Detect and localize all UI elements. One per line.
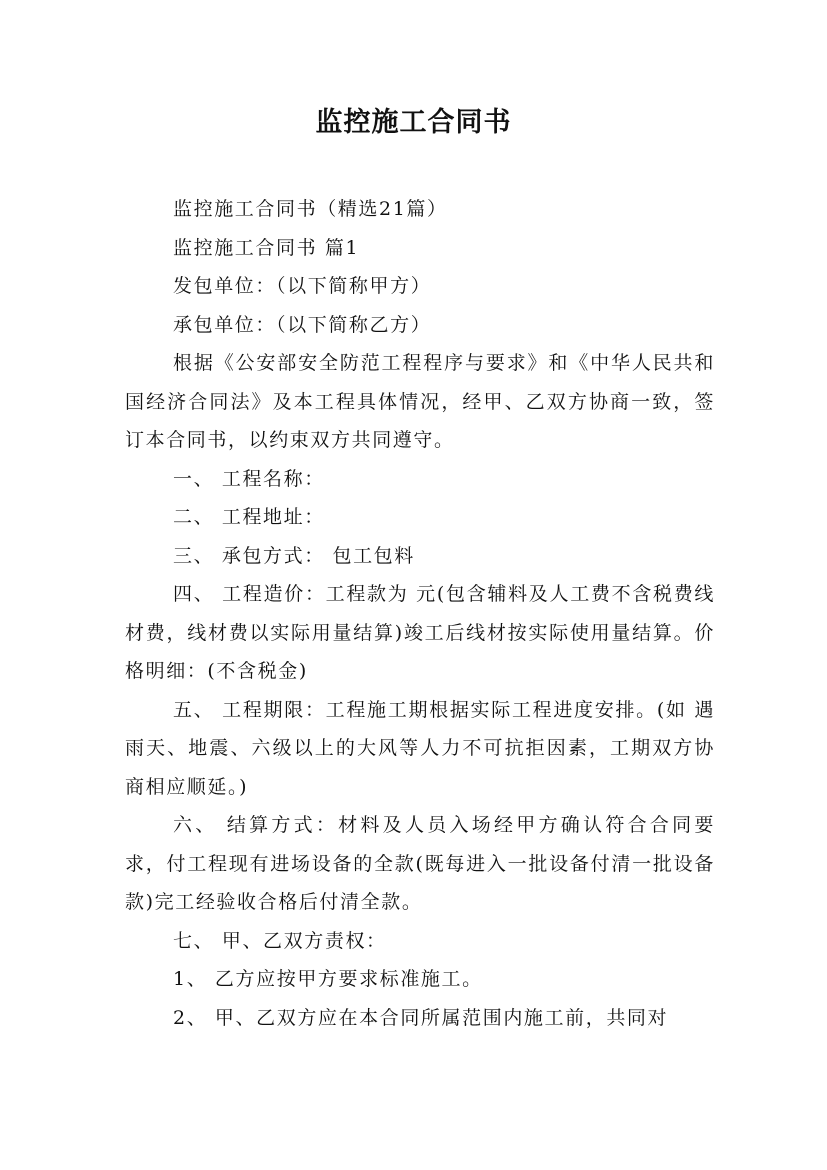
paragraph-item-2: 2、 甲、乙双方应在本合同所属范围内施工前，共同对	[173, 1006, 669, 1029]
document-body	[125, 190, 715, 1037]
paragraph-preamble: 根据《公安部安全防范工程程序与要求》和《中华人民共和国经济合同法》及本工程具体情况，经甲、乙双方协商一致，签订本合同书，以约束双方共同遵守。	[125, 352, 715, 451]
paragraph-clause-3: 三、 承包方式： 包工包料	[173, 544, 415, 567]
paragraph-clause-5: 五、 工程期限：工程施工期根据实际工程进度安排。(如 遇雨天、地震、六级以上的大风等人力不可抗拒因素，工期双方协商相应顺延。)	[125, 698, 715, 798]
paragraph-section-heading: 监控施工合同书 篇1	[173, 236, 360, 259]
paragraph-contractor: 发包单位：（以下简称甲方）	[173, 275, 432, 297]
paragraph-clause-2: 二、 工程地址：	[173, 506, 325, 528]
paragraph-contractee: 承包单位：（以下简称乙方）	[173, 313, 432, 336]
paragraph-item-1: 1、 乙方应按甲方要求标准施工。	[173, 968, 483, 990]
document-title: 监控施工合同书	[315, 107, 512, 138]
paragraph-clause-1: 一、 工程名称：	[173, 467, 325, 490]
paragraph-clause-6: 六、 结算方式：材料及人员入场经甲方确认符合合同要求，付工程现有进场设备的全款(既每进入一批设备付清一批设备款)完工经验收合格后付清全款。	[125, 814, 715, 913]
paragraph-subtitle: 监控施工合同书（精选21篇）	[173, 198, 448, 220]
paragraph-clause-4: 四、 工程造价：工程款为 元(包含辅料及人工费不含税费线材费，线材费以实际用量结算)竣工后线材按实际使用量结算。价格明细：(不含税金)	[125, 583, 715, 682]
paragraph-clause-7: 七、 甲、乙双方责权：	[173, 929, 387, 952]
